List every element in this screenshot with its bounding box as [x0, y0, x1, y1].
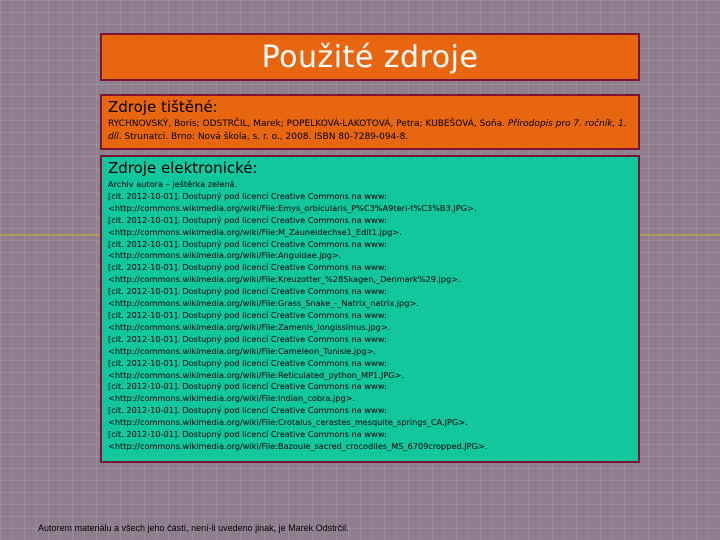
- source-link[interactable]: <http://commons.wikimedia.org/wiki/File:Emys_orbicularis_P%C3%A9teri-t%C3%B3.JPG>.: [108, 202, 477, 213]
- electronic-sources-list: [108, 179, 632, 453]
- source-link[interactable]: <http://commons.wikimedia.org/wiki/File:Reticulated_python_MP1.JPG>.: [108, 369, 405, 380]
- source-link[interactable]: <http://commons.wikimedia.org/wiki/File:Crotalus_cerastes_mesquite_springs_CA.JPG>.: [108, 417, 468, 428]
- source-link[interactable]: <http://commons.wikimedia.org/wiki/File:Anguidae.jpg>.: [108, 250, 342, 261]
- source-line: [cit. 2012-10-01]. Dostupný pod licencí Creative Commons na www:: [108, 429, 387, 440]
- citation-authors: RYCHNOVSKÝ, Boris; ODSTRČIL, Marek; POPELKOVÁ-LAKOTOVÁ, Petra; KUBEŠOVÁ, Soňa.: [108, 119, 508, 129]
- source-link[interactable]: <http://commons.wikimedia.org/wiki/File:Indian_cobra.jpg>.: [108, 393, 356, 404]
- source-line: [cit. 2012-10-01]. Dostupný pod licencí Creative Commons na www:: [108, 333, 387, 344]
- source-link[interactable]: <http://commons.wikimedia.org/wiki/File:Zamenis_longissimus.jpg>.: [108, 321, 391, 332]
- source-link[interactable]: <http://commons.wikimedia.org/wiki/File:M_Zauneidechse1_Edit1.jpg>.: [108, 226, 402, 237]
- source-link[interactable]: <http://commons.wikimedia.org/wiki/File:Bazoule_sacred_crocodiles_MS_6709cropped.JPG>.: [108, 440, 488, 451]
- citation-publisher: . Strunatci. Brno: Nová škola, s. r. o., 2008. ISBN 80-7289-094-8.: [118, 132, 409, 142]
- source-line: [cit. 2012-10-01]. Dostupný pod licencí Creative Commons na www:: [108, 238, 387, 249]
- source-line: [cit. 2012-10-01]. Dostupný pod licencí Creative Commons na www:: [108, 405, 387, 416]
- source-link[interactable]: <http://commons.wikimedia.org/wiki/File:Cameleon_Tunisie.jpg>.: [108, 345, 377, 356]
- source-line: [cit. 2012-10-01]. Dostupný pod licencí Creative Commons na www:: [108, 286, 387, 297]
- source-line: [cit. 2012-10-01]. Dostupný pod licencí Creative Commons na www:: [108, 357, 387, 368]
- citation-title: Přírodopis pro 7. ročník, 1. díl: [108, 119, 627, 142]
- page-title: Použité zdroje: [261, 39, 479, 75]
- source-line: [cit. 2012-10-01]. Dostupný pod licencí Creative Commons na www:: [108, 190, 387, 201]
- source-line: [cit. 2012-10-01]. Dostupný pod licencí Creative Commons na www:: [108, 381, 387, 392]
- source-link[interactable]: <http://commons.wikimedia.org/wiki/File:Grass_Snake_-_Natrix_natrix.jpg>.: [108, 298, 419, 309]
- title-box: [100, 33, 640, 81]
- source-line: Archiv autora – ještěrka zelená.: [108, 179, 238, 189]
- printed-sources-box: [100, 94, 640, 150]
- source-line: [cit. 2012-10-01]. Dostupný pod licencí Creative Commons na www:: [108, 262, 387, 273]
- electronic-sources-box: [100, 155, 640, 463]
- printed-sources-heading: Zdroje tištěné:: [108, 98, 218, 116]
- source-line: [cit. 2012-10-01]. Dostupný pod licencí Creative Commons na www:: [108, 309, 387, 320]
- electronic-sources-heading: Zdroje elektronické:: [108, 159, 258, 177]
- author-footer: Autorem materiálu a všech jeho částí, není-li uvedeno jinak, je Marek Odstrčil.: [38, 523, 349, 533]
- source-line: [cit. 2012-10-01]. Dostupný pod licencí Creative Commons na www:: [108, 214, 387, 225]
- source-link[interactable]: <http://commons.wikimedia.org/wiki/File:Kreuzotter_%28Skagen,_Denmark%29.jpg>.: [108, 274, 461, 285]
- printed-citation: [108, 118, 632, 144]
